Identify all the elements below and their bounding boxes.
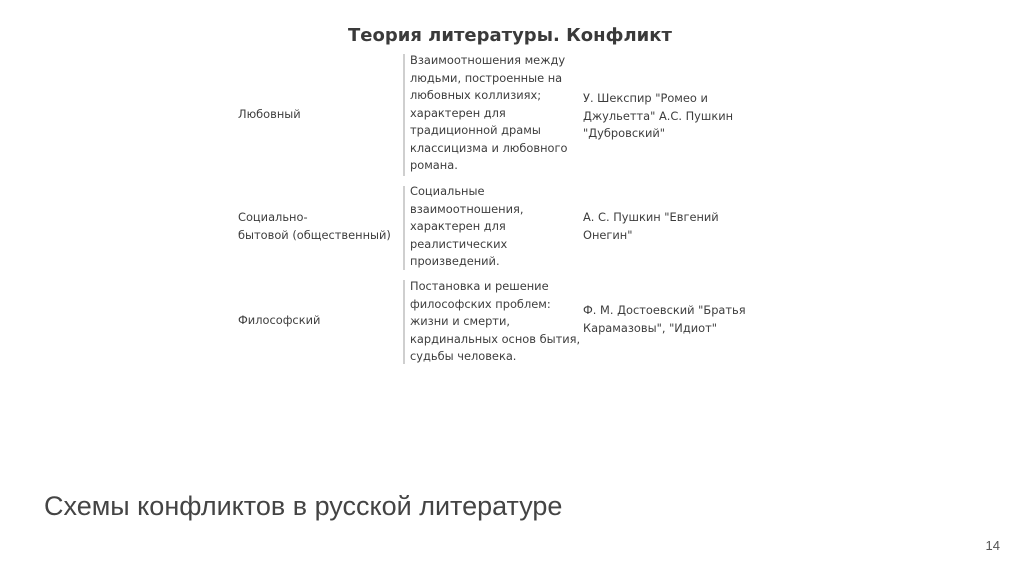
footer-title: Схемы конфликтов в русской литературе (44, 491, 563, 521)
row-description-philosophical: Постановка и решение философских проблем: жизни и смерти, кардинальных основ бытия, судьбы человека. (410, 279, 581, 363)
row-type-philosophical: Философский (238, 313, 321, 327)
column-divider (403, 54, 405, 176)
page-number: 14 (985, 538, 1000, 553)
row-examples-social: А. С. Пушкин "Евгений Онегин" (583, 210, 719, 242)
row-examples-philosophical: Ф. М. Достоевский "Братья Карамазовы", "Идиот" (583, 303, 746, 335)
column-divider (403, 186, 405, 270)
row-type-love: Любовный (238, 107, 301, 121)
column-divider (403, 280, 405, 364)
row-description-love: Взаимоотношения между людьми, построенные на любовных коллизиях; характерен для традиционной драмы классицизма и любовного романа. (410, 53, 568, 172)
row-description-social: Социальные взаимоотношения, характерен для реалистических произведений. (410, 184, 524, 268)
table-title: Теория литературы. Конфликт (348, 25, 672, 46)
row-type-social: Социально- бытовой (общественный) (238, 210, 391, 242)
row-examples-love: У. Шекспир "Ромео и Джульетта" А.С. Пушкин "Дубровский" (583, 91, 734, 140)
